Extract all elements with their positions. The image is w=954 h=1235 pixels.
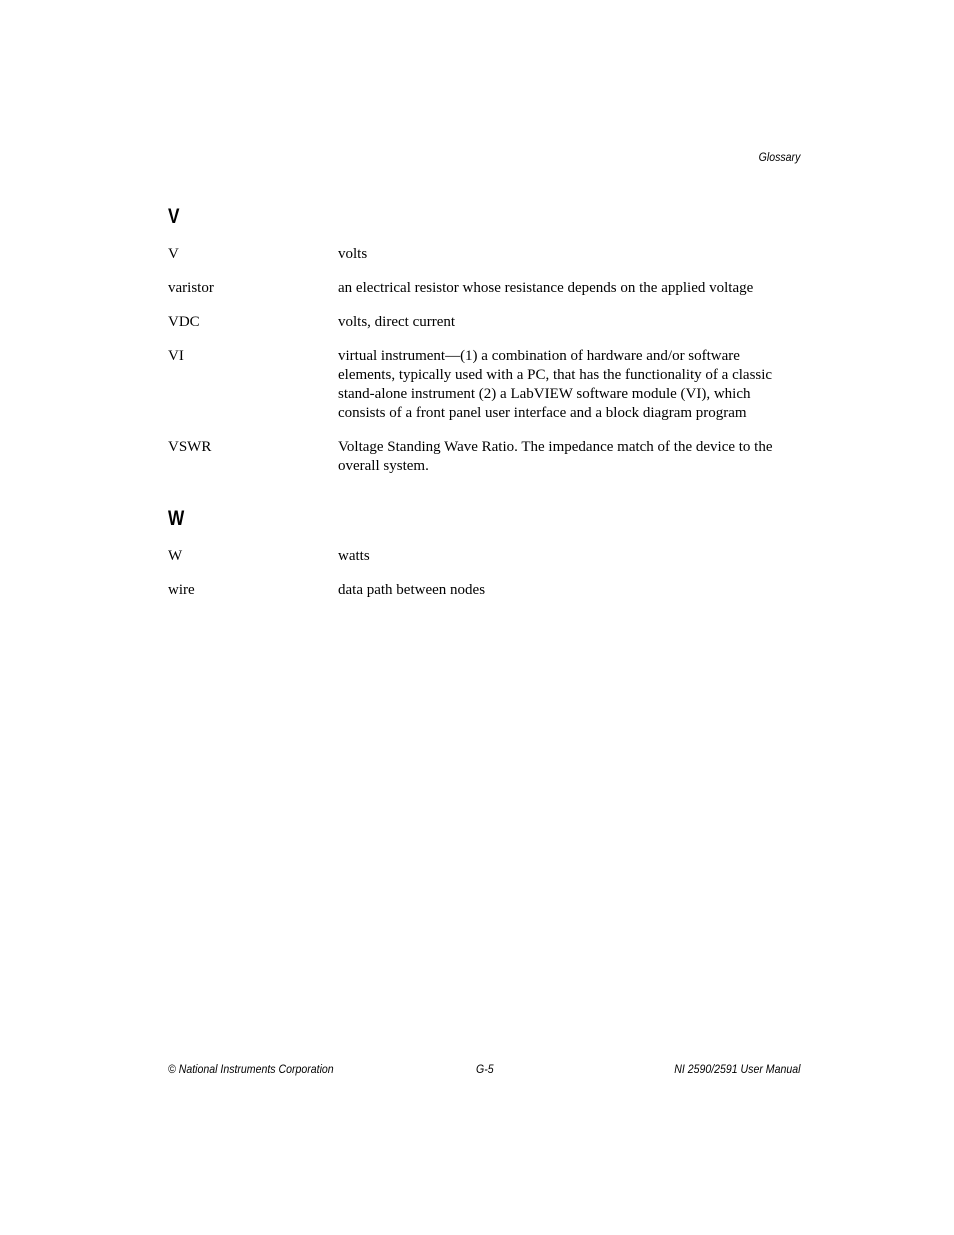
- glossary-entry: [168, 245, 800, 264]
- glossary-term: W: [168, 548, 183, 564]
- footer-manual-title: NI 2590/2591 User Manual: [673, 1062, 800, 1076]
- glossary-term: varistor: [168, 280, 214, 296]
- glossary-term: VDC: [168, 314, 200, 330]
- glossary-section-w: [168, 507, 800, 615]
- glossary-entry: [168, 313, 800, 332]
- footer-page-number: G-5: [476, 1062, 494, 1076]
- glossary-term: VSWR: [168, 439, 212, 455]
- running-head: Glossary: [758, 150, 800, 164]
- glossary-definition: volts: [338, 246, 368, 262]
- glossary-section-v: [168, 205, 800, 491]
- glossary-definition: virtual instrument—(1) a combination of hardware and/or software elements, typically used with a PC, that has the functionality of a classic stand-alone instrument (2) a LabVIEW software module (VI), which consists of a front panel user interface and a block diagram program: [338, 348, 773, 421]
- glossary-entry: [168, 438, 800, 476]
- glossary-entry: [168, 347, 800, 423]
- glossary-definition: Voltage Standing Wave Ratio. The impedance match of the device to the overall system.: [338, 439, 773, 474]
- glossary-entry: [168, 581, 800, 600]
- glossary-term: V: [168, 246, 179, 262]
- glossary-definition: an electrical resistor whose resistance depends on the applied voltage: [338, 280, 754, 296]
- glossary-definition: data path between nodes: [338, 582, 486, 598]
- footer-copyright: © National Instruments Corporation: [168, 1062, 334, 1076]
- glossary-definition: watts: [338, 548, 370, 564]
- glossary-term: VI: [168, 348, 184, 364]
- glossary-definition: volts, direct current: [338, 314, 456, 330]
- section-letter: W: [168, 507, 185, 530]
- glossary-entry: [168, 547, 800, 566]
- section-letter: V: [168, 205, 180, 228]
- glossary-term: wire: [168, 582, 195, 598]
- glossary-entry: [168, 279, 800, 298]
